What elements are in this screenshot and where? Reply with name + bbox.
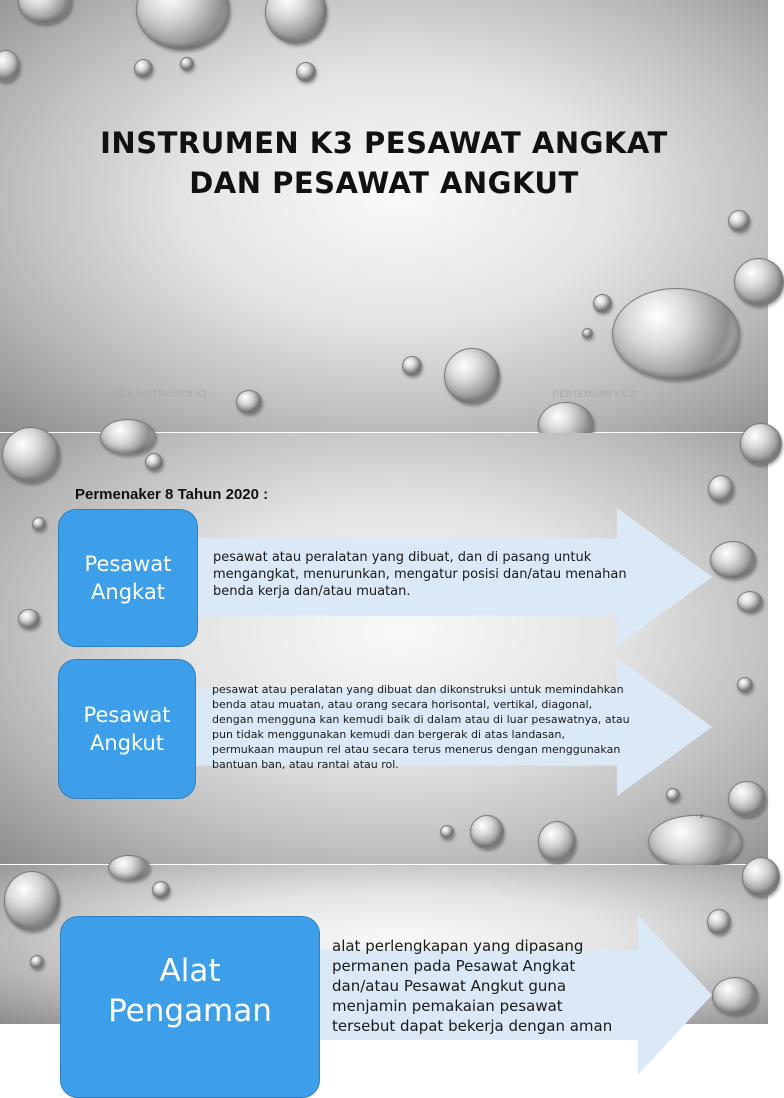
title-slide (0, 0, 768, 432)
safety-device-slide (0, 865, 768, 1035)
water-drop (742, 857, 780, 897)
water-drop (728, 781, 766, 817)
term-box-alat-pengaman (60, 916, 320, 1098)
water-drop (136, 0, 230, 50)
water-drop (265, 0, 327, 44)
water-drop (593, 294, 612, 313)
definition-text: pesawat atau peralatan yang dibuat dan dikonstruksi untuk memindahkan benda atau muatan, atau orang secara horisontal, vertikal, diagonal, dengan mengguna kan kemudi baik di dalam atau di luar pesawatnya, atau pun tidak menggunakan kemudi dan bergerak di atas landasan, permukaan maupun rel atau secara terus menerus dengan menggunakan bantuan ban, atau rantai atau rol. (212, 683, 630, 771)
term-box-pesawat-angkut (58, 659, 196, 799)
water-drop (440, 825, 454, 839)
water-drop (666, 788, 680, 802)
water-drop (740, 423, 782, 465)
water-drop (707, 909, 731, 935)
water-drop (134, 59, 153, 78)
water-drop (30, 955, 44, 969)
water-drop (648, 815, 742, 869)
water-drop (737, 677, 753, 693)
water-drop (444, 348, 500, 404)
term-line: Pengaman (108, 993, 272, 1029)
term-line: Pesawat (84, 552, 172, 576)
water-drop (538, 821, 576, 863)
water-drop (710, 541, 756, 579)
water-drop (108, 855, 150, 881)
water-drop (100, 419, 156, 455)
water-drop (737, 591, 763, 613)
water-drop (728, 210, 750, 232)
water-drop (4, 871, 60, 931)
term-box-pesawat-angkat (58, 509, 198, 647)
water-drop (145, 453, 163, 471)
water-drop (18, 0, 72, 24)
definitions-slide (0, 433, 768, 864)
water-drop (582, 328, 593, 339)
water-drop (734, 258, 784, 306)
definition-text: pesawat atau peralatan yang dibuat, dan di pasang untuk mengangkat, menurunkan, mengatur posisi dan/atau menahan benda kerja dan/atau muatan. (213, 550, 627, 599)
water-drop (18, 609, 40, 629)
footer-course: M.K INSTRUMEN K3 (117, 389, 208, 399)
term-line: Angkut (89, 731, 165, 755)
term-line: Pesawat (83, 703, 171, 727)
water-drop (712, 977, 758, 1015)
water-drop (612, 288, 740, 380)
regulation-heading: Permenaker 8 Tahun 2020 : (75, 486, 269, 503)
water-drop (180, 57, 194, 71)
water-drop (32, 517, 46, 531)
water-drop (402, 356, 422, 376)
water-drop (236, 390, 262, 414)
term-line: Alat (159, 953, 221, 989)
title-line-1: INSTRUMEN K3 PESAWAT ANGKAT (100, 126, 668, 160)
slide-title (0, 123, 768, 203)
water-drop (470, 815, 504, 849)
footer-session: PERTEMUAN KE 2 (553, 389, 636, 399)
water-drop (0, 50, 20, 82)
page-number: 2 (700, 814, 704, 820)
water-drop (152, 881, 170, 899)
water-drop (708, 475, 734, 503)
term-line: Angkat (91, 580, 165, 604)
definition-text: alat perlengkapan yang dipasang permanen pada Pesawat Angkat dan/atau Pesawat Angkut guna menjamin pemakaian pesawat tersebut dapat bekerja dengan aman (332, 937, 613, 1035)
water-drop (2, 427, 60, 483)
title-line-2: DAN PESAWAT ANGKUT (189, 166, 579, 200)
water-drop (296, 62, 316, 82)
